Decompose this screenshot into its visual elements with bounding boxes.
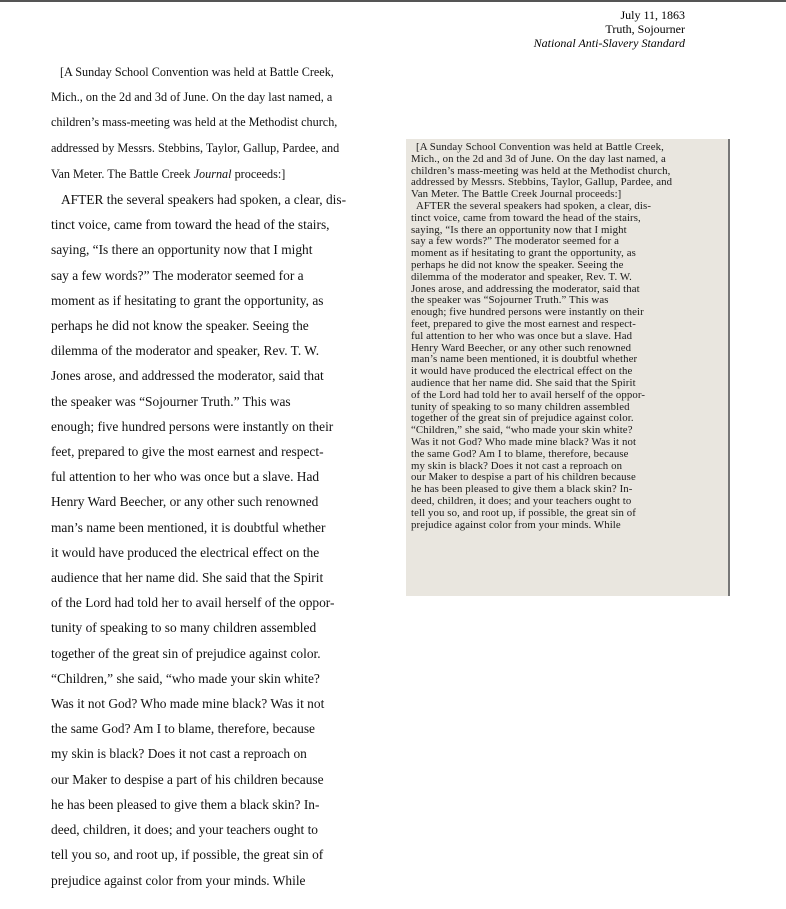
transcript-line-part: Van Meter. The Battle Creek — [51, 166, 194, 181]
transcript-line: Mich., on the 2d and 3d of June. On the day last named, a — [51, 90, 333, 105]
clipping-line: tunity of speaking to so many children assembled — [411, 401, 630, 413]
transcript-line — [51, 161, 381, 187]
transcript-line: perhaps he did not know the speaker. Seeing the — [51, 318, 309, 334]
clipping-line: ful attention to her who was once but a slave. Had — [411, 330, 633, 342]
transcript-line: AFTER the several speakers had spoken, a clear, dis- — [61, 192, 347, 208]
clipping-line: dilemma of the moderator and speaker, Rev. T. W. — [411, 271, 632, 283]
transcript-line: of the Lord had told her to avail herself of the oppor- — [51, 595, 335, 611]
transcript-line: our Maker to despise a part of his children because — [51, 771, 324, 787]
header-publication: National Anti-Slavery Standard — [533, 36, 685, 50]
clipping-line: together of the great sin of prejudice against color. — [411, 413, 634, 425]
clipping-line: moment as if hesitating to grant the opportunity, as — [411, 248, 636, 260]
clipping-line: it would have produced the electrical effect on the — [411, 366, 633, 378]
journal-title: Journal — [193, 166, 232, 181]
clipping-line: tinct voice, came from toward the head of the stairs, — [411, 212, 641, 224]
header-date: July 11, 1863 — [620, 8, 685, 22]
transcript-line-part: proceeds:] — [231, 166, 286, 181]
clipping-line: feet, prepared to give the most earnest and respect- — [411, 318, 636, 330]
transcript-line: children’s mass-meeting was held at the Methodist church, — [51, 115, 338, 130]
transcript-line: tunity of speaking to so many children assembled — [51, 620, 317, 636]
clipping-line: audience that her name did. She said that the Spirit — [411, 377, 636, 389]
clipping-line: Was it not God? Who made mine black? Was it not — [411, 436, 637, 448]
transcript-line: enough; five hundred persons were instantly on their — [51, 418, 334, 434]
clipping-line: AFTER the several speakers had spoken, a clear, dis- — [416, 200, 652, 212]
transcript-line: the speaker was “Sojourner Truth.” This was — [51, 393, 291, 409]
transcript-line: tell you so, and root up, if possible, the great sin of — [51, 847, 324, 863]
clipping-line: our Maker to despise a part of his children because — [411, 472, 636, 484]
transcript-line: it would have produced the electrical effect on the — [51, 544, 320, 560]
clipping-line: of the Lord had told her to avail herself of the oppor- — [411, 389, 646, 401]
clipping-line: saying, “Is there an opportunity now that I might — [411, 224, 627, 236]
clipping-line: Mich., on the 2d and 3d of June. On the day last named, a — [411, 153, 666, 165]
transcript-line: the same God? Am I to blame, therefore, because — [51, 721, 315, 737]
clipping-line: Van Meter. The Battle Creek Journal proceeds:] — [411, 189, 622, 201]
transcript-line: saying, “Is there an opportunity now that I might — [51, 242, 313, 258]
transcript-line: Was it not God? Who made mine black? Was it not — [51, 696, 325, 712]
clipping-line: tell you so, and root up, if possible, the great sin of — [411, 507, 637, 519]
clipping-line: my skin is black? Does it not cast a reproach on — [411, 460, 623, 472]
transcript-line: man’s name been mentioned, it is doubtful whether — [51, 519, 326, 535]
transcript-line: dilemma of the moderator and speaker, Rev. T. W. — [51, 343, 320, 359]
transcript-line: he has been pleased to give them a black skin? In- — [51, 796, 320, 812]
clipping-line: say a few words?” The moderator seemed for a — [411, 236, 620, 248]
transcript-line: tinct voice, came from toward the head of the stairs, — [51, 217, 330, 233]
document-header — [534, 8, 685, 50]
clipping-line: “Children,” she said, “who made your skin white? — [411, 425, 633, 437]
clipping-line: he has been pleased to give them a black skin? In- — [411, 484, 633, 496]
header-author: Truth, Sojourner — [605, 22, 685, 36]
transcription-text — [51, 60, 381, 893]
top-rule — [0, 0, 786, 2]
transcript-line: feet, prepared to give the most earnest and respect- — [51, 444, 324, 460]
transcript-line: deed, children, it does; and your teachers ought to — [51, 822, 318, 838]
clipping-line: Jones arose, and addressing the moderator, said that — [411, 283, 640, 295]
transcript-line: prejudice against color from your minds. While — [51, 872, 306, 888]
transcript-line: audience that her name did. She said that the Spirit — [51, 570, 324, 586]
clipping-line: deed, children, it does; and your teachers ought to — [411, 495, 632, 507]
clipping-text — [411, 142, 727, 531]
clipping-line: perhaps he did not know the speaker. Seeing the — [411, 259, 624, 271]
transcript-line: my skin is black? Does it not cast a reproach on — [51, 746, 307, 762]
clipping-line: [A Sunday School Convention was held at Battle Creek, — [416, 142, 664, 153]
transcript-line: together of the great sin of prejudice against color. — [51, 645, 321, 661]
clipping-line: children’s mass-meeting was held at the Methodist church, — [411, 165, 671, 177]
transcript-line: “Children,” she said, “who made your skin white? — [51, 670, 320, 686]
clipping-line: addressed by Messrs. Stebbins, Taylor, Gallup, Pardee, and — [411, 177, 673, 189]
transcript-line: say a few words?” The moderator seemed for a — [51, 267, 304, 283]
clipping-line: the speaker was “Sojourner Truth.” This was — [411, 295, 609, 307]
newspaper-clipping-image — [406, 139, 730, 596]
transcript-line: moment as if hesitating to grant the opportunity, as — [51, 292, 324, 308]
transcript-line: [A Sunday School Convention was held at Battle Creek, — [60, 65, 334, 79]
transcript-line: ful attention to her who was once but a slave. Had — [51, 469, 320, 485]
transcript-line: addressed by Messrs. Stebbins, Taylor, Gallup, Pardee, and — [51, 140, 340, 155]
clipping-line: enough; five hundred persons were instantly on their — [411, 307, 644, 319]
clipping-line: the same God? Am I to blame, therefore, because — [411, 448, 629, 460]
transcript-line: Henry Ward Beecher, or any other such renowned — [51, 494, 319, 510]
clipping-line: Henry Ward Beecher, or any other such renowned — [411, 342, 632, 354]
transcript-line: Jones arose, and addressed the moderator, said that — [51, 368, 324, 384]
clipping-line: prejudice against color from your minds. While — [411, 519, 621, 531]
clipping-line: man’s name been mentioned, it is doubtful whether — [411, 354, 638, 366]
